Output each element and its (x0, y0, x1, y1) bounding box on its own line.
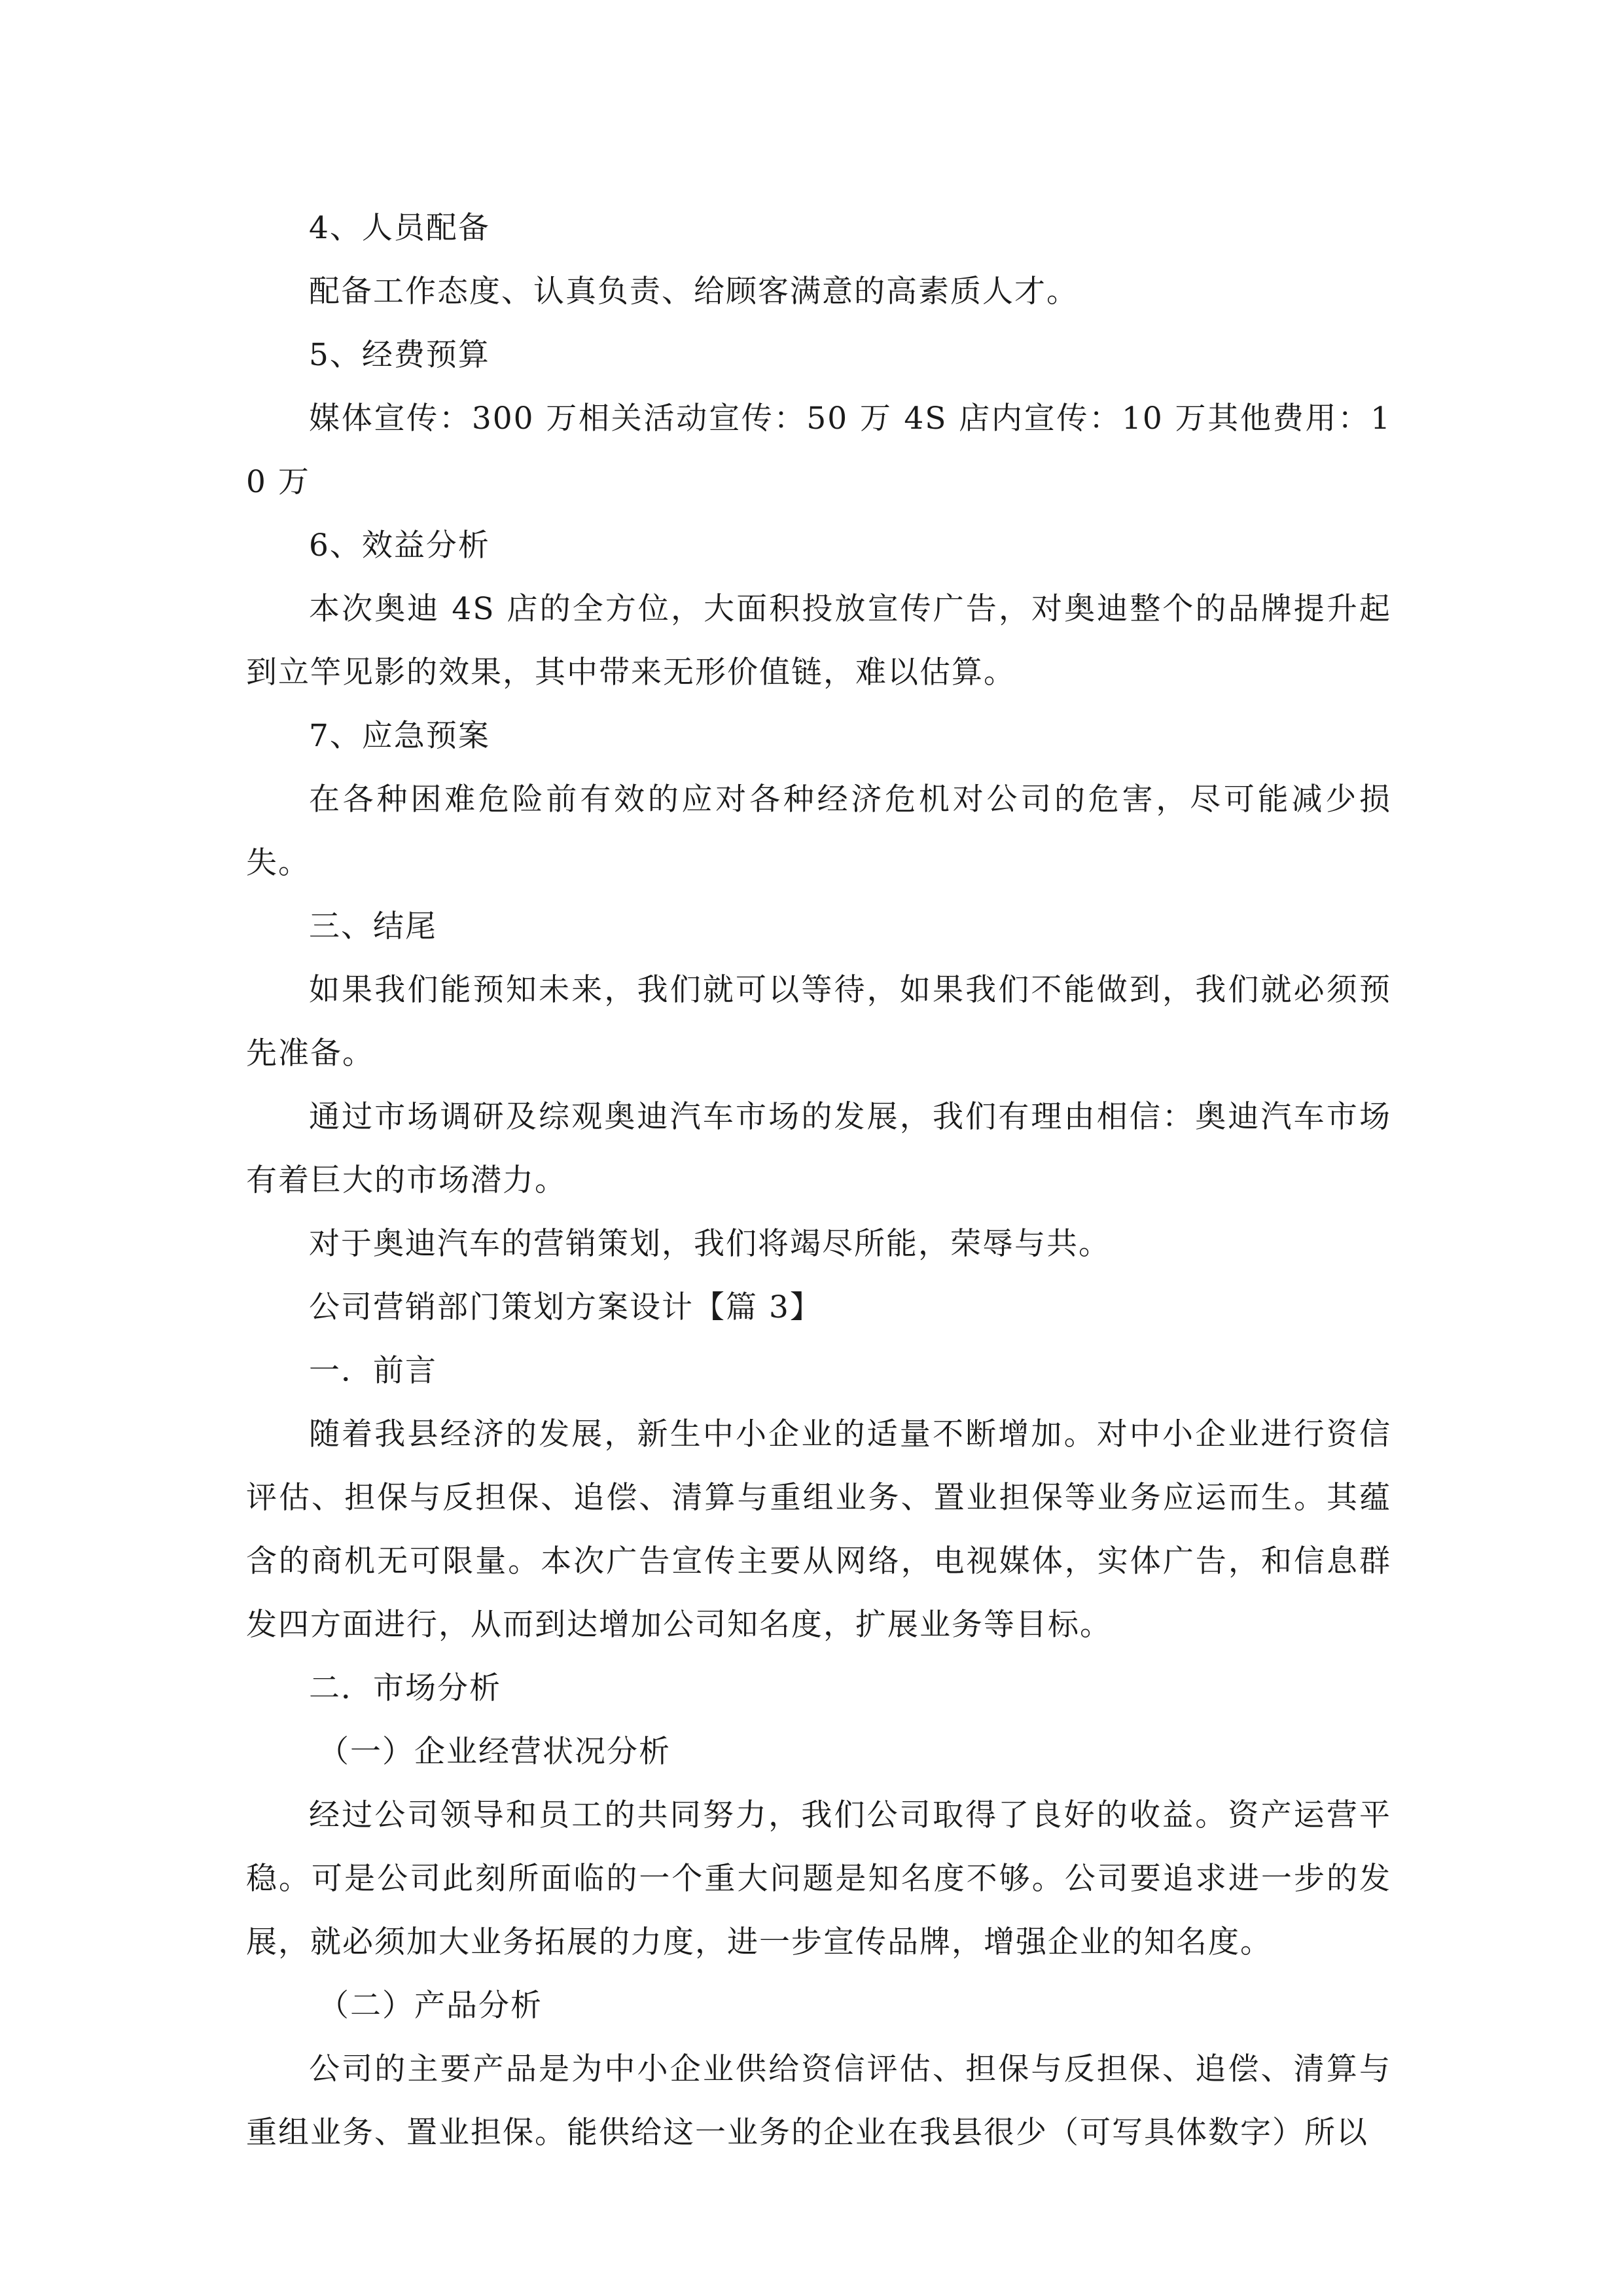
document-body (246, 196, 1391, 2164)
paragraph-conclusion-2: 通过市场调研及综观奥迪汽车市场的发展，我们有理由相信：奥迪汽车市场有着巨大的市场潜力。 (246, 1099, 1391, 1198)
paragraph-business-status: 经过公司领导和员工的共同努力，我们公司取得了良好的收益。资产运营平稳。可是公司此刻所面临的一个重大问题是知名度不够。公司要追求进一步的发展，就必须加大业务拓展的力度，进一步宣传品牌，增强企业的知名度。 (246, 1797, 1391, 1960)
paragraph-preface: 随着我县经济的发展，新生中小企业的适量不断增加。对中小企业进行资信评估、担保与反担保、追偿、清算与重组业务、置业担保等业务应运而生。其蕴含的商机无可限量。本次广告宣传主要从网络，电视媒体，实体广告，和信息群发四方面进行，从而到达增加公司知名度，扩展业务等目标。 (246, 1416, 1391, 1643)
paragraph-product-analysis: 公司的主要产品是为中小企业供给资信评估、担保与反担保、追偿、清算与重组业务、置业担保。能供给这一业务的企业在我县很少（可写具体数字）所以 (246, 2051, 1391, 2151)
section-heading-staffing: 4、人员配备 (309, 210, 490, 246)
section-heading-conclusion: 三、结尾 (309, 908, 437, 944)
paragraph-conclusion-3: 对于奥迪汽车的营销策划，我们将竭尽所能，荣辱与共。 (309, 1226, 1111, 1262)
subsection-heading-product-analysis: （二）产品分析 (318, 1988, 543, 2024)
paragraph-staffing: 配备工作态度、认真负责、给顾客满意的高素质人才。 (309, 274, 1079, 310)
section-heading-benefit-analysis: 6、效益分析 (309, 528, 490, 564)
section-heading-emergency-plan: 7、应急预案 (309, 718, 490, 754)
section-heading-preface: 一．前言 (309, 1353, 437, 1389)
section-heading-budget: 5、经费预算 (309, 337, 490, 373)
paragraph-benefit-analysis: 本次奥迪 4S 店的全方位，大面积投放宣传广告，对奥迪整个的品牌提升起到立竿见影的效果，其中带来无形价值链，难以估算。 (246, 591, 1391, 691)
paragraph-budget: 媒体宣传：300 万相关活动宣传：50 万 4S 店内宣传：10 万其他费用：10 万 (246, 401, 1391, 500)
paragraph-emergency-plan: 在各种困难危险前有效的应对各种经济危机对公司的危害，尽可能减少损失。 (246, 781, 1391, 881)
paragraph-conclusion-1: 如果我们能预知未来，我们就可以等待，如果我们不能做到，我们就必须预先准备。 (246, 972, 1391, 1071)
article-title-part-3: 公司营销部门策划方案设计【篇 3】 (309, 1289, 822, 1325)
section-heading-market-analysis: 二．市场分析 (309, 1670, 501, 1706)
subsection-heading-business-status: （一）企业经营状况分析 (318, 1734, 671, 1770)
